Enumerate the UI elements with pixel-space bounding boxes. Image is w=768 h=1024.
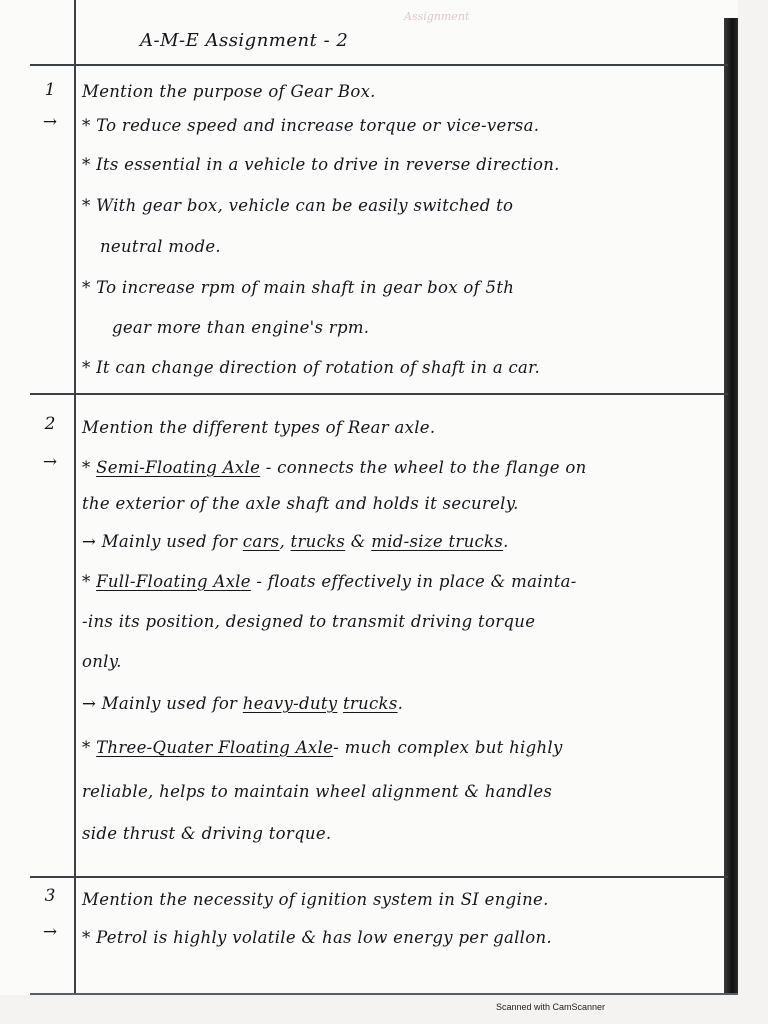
use-item: cars [242,532,280,551]
question-number-3: 3 [44,886,56,906]
page-bottom-edge [30,993,738,995]
question-2: Mention the different types of Rear axle. [82,418,436,437]
use-item: heavy-duty [242,694,338,713]
use-item: trucks [290,532,346,551]
three-quarter-label: Three-Quater Floating Axle [96,738,334,757]
question-number-2: 2 [44,414,56,434]
semi-floating-line: * Semi-Floating Axle - connects the wheel to the flange on [82,458,587,477]
semi-floating-use [82,532,718,551]
answer-arrow-2: → [42,452,58,472]
answer-1-point: * To increase rpm of main shaft in gear box of 5th [82,278,515,297]
use-sep: , [279,532,291,551]
divider-q1 [30,393,728,395]
full-floating-label: Full-Floating Axle [96,572,251,591]
use-item: mid-size trucks [371,532,504,551]
page-title: A-M-E Assignment - 2 [140,30,349,51]
three-quarter-text: - much complex but highly [333,738,563,757]
answer-1-point: neutral mode. [100,237,221,256]
faint-mark: Assignment [404,10,470,23]
use-prefix: → Mainly used for [82,694,243,713]
question-number-1: 1 [44,80,56,100]
three-quarter-line-2: reliable, helps to maintain wheel alignment & handles [82,782,553,801]
answer-1-point: gear more than engine's rpm. [112,318,370,337]
question-3: Mention the necessity of ignition system in SI engine. [82,890,549,909]
divider-title [30,64,728,66]
use-prefix: → Mainly used for [82,532,243,551]
semi-floating-label: Semi-Floating Axle [96,458,261,477]
answer-arrow-1: → [42,112,58,132]
answer-1-point: * With gear box, vehicle can be easily switched to [82,196,514,215]
full-floating-line-2: -ins its position, designed to transmit driving torque [82,612,536,631]
answer-1-point: * It can change direction of rotation of shaft in a car. [82,358,541,377]
full-floating-line-3: only. [82,652,122,671]
use-end: . [503,532,509,551]
notebook-binding [724,18,738,993]
divider-q2 [30,876,728,878]
answer-1-point: * Its essential in a vehicle to drive in reverse direction. [82,155,560,174]
full-floating-line: * Full-Floating Axle - floats effectively in place & mainta- [82,572,577,591]
question-1: Mention the purpose of Gear Box. [82,82,376,101]
semi-floating-line-2: the exterior of the axle shaft and holds it securely. [82,494,519,513]
margin-line [74,0,76,995]
scanner-footer: Scanned with CamScanner [496,1002,606,1012]
answer-1-point: * To reduce speed and increase torque or vice-versa. [82,116,540,135]
use-end: . [397,694,404,713]
answer-arrow-3: → [42,922,58,942]
answer-3-point: * Petrol is highly volatile & has low energy per gallon. [82,928,552,947]
full-floating-text: - floats effectively in place & mainta- [250,572,577,591]
use-sep: & [345,532,372,551]
three-quarter-line-3: side thrust & driving torque. [82,824,332,843]
semi-floating-text: - connects the wheel to the flange on [260,458,587,477]
full-floating-use [82,694,718,713]
three-quarter-line: * Three-Quater Floating Axle- much complex but highly [82,738,563,757]
use-item: trucks [342,694,398,713]
